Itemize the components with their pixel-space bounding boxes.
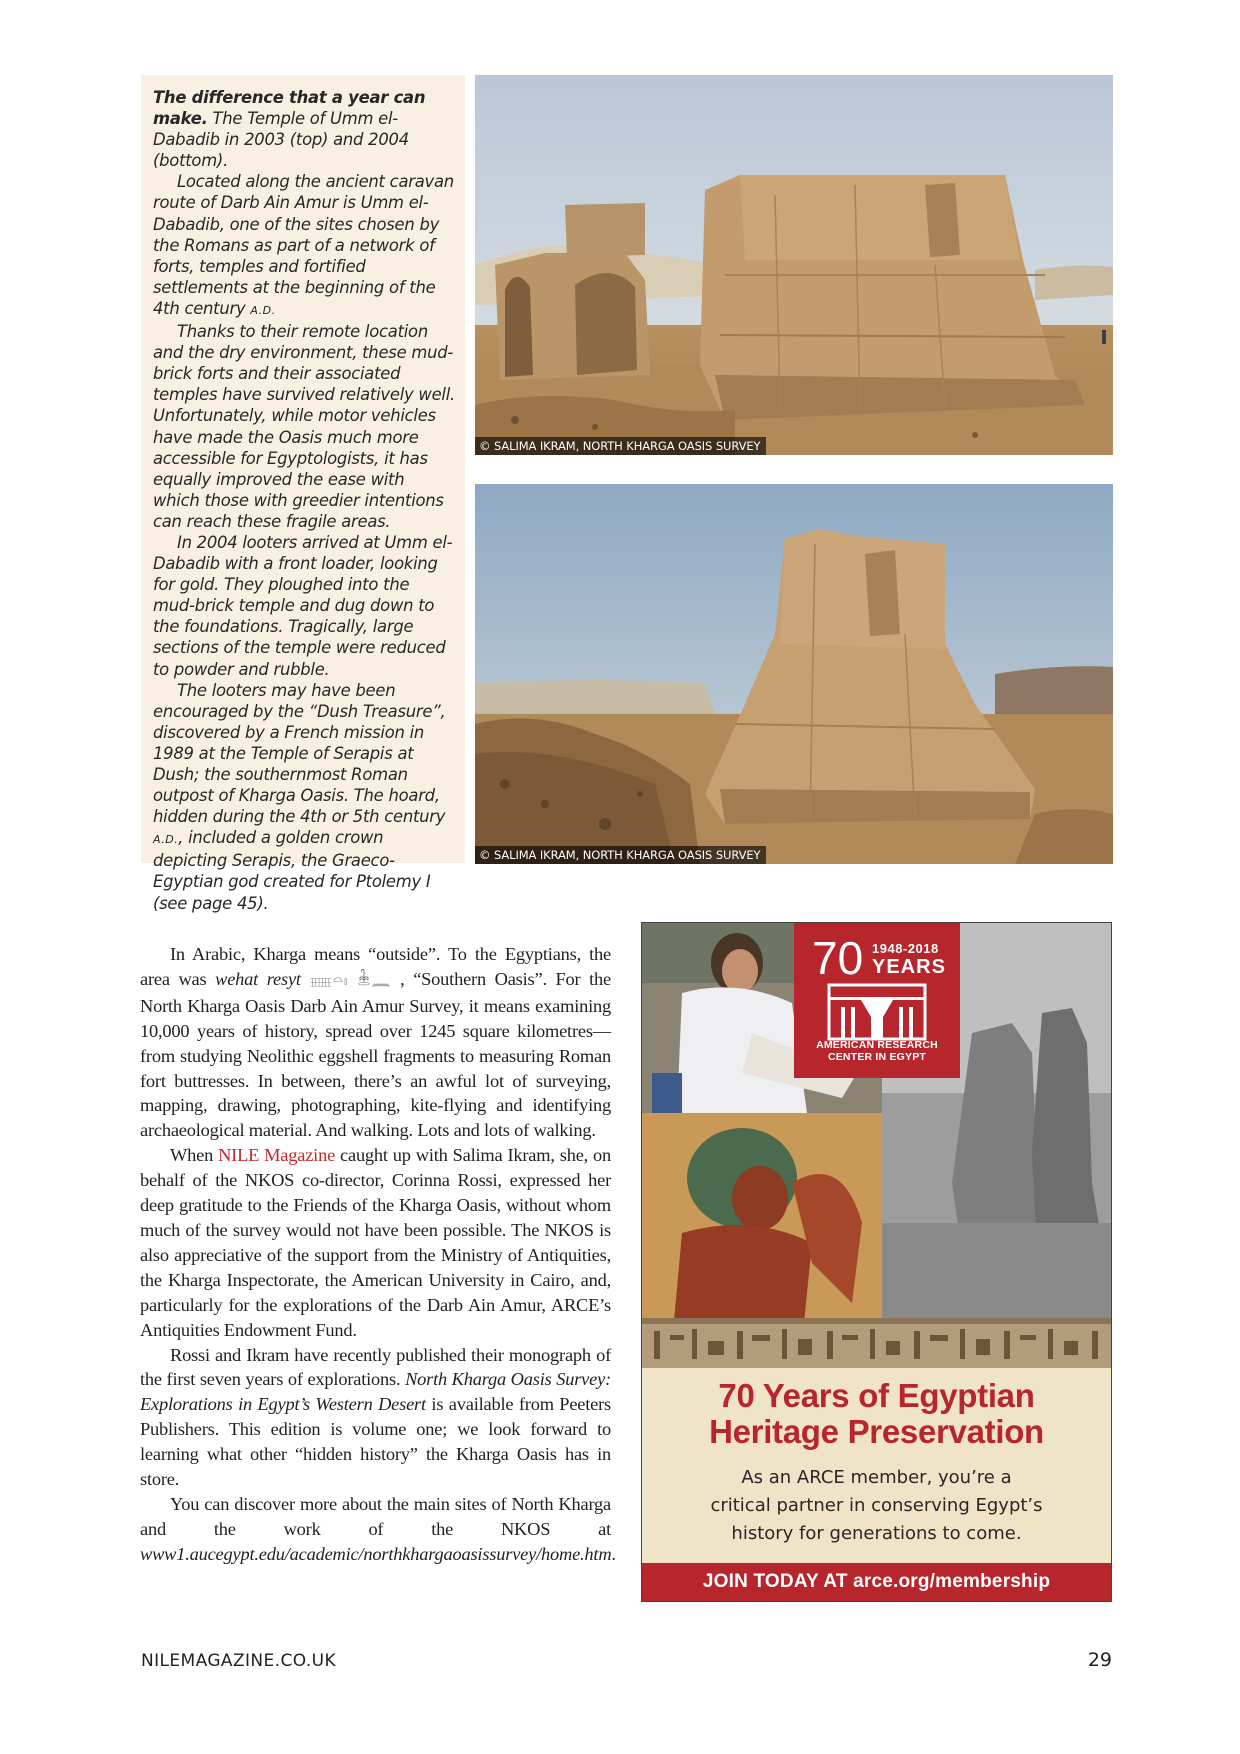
temple-2004-image (475, 484, 1113, 864)
copy-line-1: As an ARCE member, you’re a (741, 1467, 1012, 1488)
article-p1-text-b: , “Southern Oasis”. For the North Kharga Oasis Darb Ain Amur Survey, it means examining 10,000 years of history, spread over 1245 square kilometres—from studying Neolithic eggshell fragments to measuring Roman fort buttresses. In between, there’s an awful lot of surveying, mapping, drawing, photographing, kite-flying and identifying archaeological material. And walking. Lots and lots of walking. (140, 968, 611, 1141)
temple-2003-image (475, 75, 1113, 455)
book-title: North Kharga Oasis Survey: Explorations in Egypt’s Western Desert (140, 1369, 611, 1415)
caption-intro (153, 87, 455, 171)
nile-magazine-link[interactable]: NILE Magazine (218, 1145, 336, 1166)
advert-copy (642, 1464, 1111, 1548)
caption-p1-era: A.D. (250, 303, 276, 317)
hieroglyph-inscription: 𓈈𓏏𓏤 𓇔𓈖 (309, 971, 392, 989)
copy-line-2: critical partner in conserving Egypt’s (710, 1495, 1043, 1516)
join-today-button[interactable]: JOIN TODAY AT arce.org/membership (642, 1563, 1111, 1601)
article-paragraph-2 (140, 1143, 611, 1342)
egyptian-term: wehat resyt (215, 968, 301, 989)
arce-advertisement[interactable] (641, 922, 1112, 1602)
advert-headline (642, 1378, 1111, 1450)
caption-paragraph-2: Thanks to their remote location and the dry environment, these mud-brick forts and their associated temples have survived relatively well. Unfortunately, while motor vehicles have made the Oasis much more accessible for Egyptologists, it has equally improved the ease with which those with greedier intentions can reach these fragile areas. (153, 322, 455, 531)
arce-logo-icon (827, 983, 927, 1043)
article-p4-text-a: You can discover more about the main sites of North Kharga and the work of the NKOS at (140, 1493, 611, 1539)
badge-org-line-1: AMERICAN RESEARCH (816, 1039, 938, 1051)
article-p2-text-a: When (170, 1145, 219, 1166)
article-p1-text-a: In Arabic, Kharga means “outside”. To the Egyptians, the area was (140, 944, 611, 989)
page-number: 29 (1087, 1649, 1112, 1671)
badge-years-label: YEARS (872, 956, 946, 978)
article-paragraph-4 (140, 1492, 616, 1567)
headline-line-2: Heritage Preservation (709, 1413, 1044, 1450)
badge-organisation (794, 1039, 960, 1063)
caption-p4-text-b: , included a golden crown depicting Serapis, the Graeco-Egyptian god created for Ptolemy I (see page 45). (153, 828, 431, 913)
badge-org-line-2: CENTER IN EGYPT (827, 1051, 927, 1063)
caption-paragraph-4 (153, 680, 455, 914)
badge-number: 70 (812, 932, 864, 984)
nkos-website-link[interactable]: www1.aucegypt.edu/academic/northkhargaoasissurvey/home.htm (140, 1543, 612, 1564)
article-p2-text-b: caught up with Salima Ikram, she, on behalf of the NKOS co-director, Corinna Rossi, expressed her deep gratitude to the Friends of the Kharga Oasis, without whom much of the survey would not have been possible. The NKOS is also appreciative of the support from the Ministry of Antiquities, the Kharga Inspectorate, the American University in Cairo, and, particularly for the explorations of the Darb Ain Amur, ARCE’s Antiquities Endowment Fund. (140, 1145, 612, 1340)
article-body (140, 942, 616, 1567)
photo-caption-sidebar (141, 75, 465, 913)
temple-photo-2003 (475, 75, 1113, 455)
caption-intro-text: The Temple of Umm el-Dabadib in 2003 (top) and 2004 (bottom). (153, 109, 409, 171)
badge-year-range: 1948-2018 (872, 941, 939, 956)
caption-paragraph-1 (153, 171, 455, 321)
article-paragraph-1 (140, 942, 611, 1143)
article-paragraph-3 (140, 1343, 611, 1492)
article-p3-text-a: Rossi and Ikram have recently published their monograph of the first seven years of explorations. (140, 1344, 611, 1390)
footer-site-name: NILEMAGAZINE.CO.UK (141, 1651, 337, 1671)
photo-credit-top: © SALIMA IKRAM, NORTH KHARGA OASIS SURVEY (475, 437, 766, 455)
headline-line-1: 70 Years of Egyptian (718, 1377, 1035, 1414)
temple-photo-2004 (475, 484, 1113, 864)
caption-p4-text-a: The looters may have been encouraged by the “Dush Treasure”, discovered by a French mission in 1989 at the Temple of Serapis at Dush; the southernmost Roman outpost of Kharga Oasis. The hoard, hidden during the 4th or 5th century (153, 680, 446, 827)
copy-line-3: history for generations to come. (731, 1523, 1022, 1544)
caption-p4-era: A.D. (153, 833, 179, 847)
caption-paragraph-3: In 2004 looters arrived at Umm el-Dabadib with a front loader, looking for gold. They ploughed into the mud-brick temple and dug down to the foundations. Tragically, large sections of the temple were reduced to powder and rubble. (153, 532, 453, 679)
caption-lead: The difference that a year can make. (153, 88, 426, 129)
article-p4-text-b: . (611, 1543, 616, 1564)
caption-p1-text: Located along the ancient caravan route of Darb Ain Amur is Umm el-Dabadib, one of the sites chosen by the Romans as part of a network of forts, temples and fortified settlements at the beginning of the 4th century (153, 172, 454, 318)
arce-70-years-badge (794, 923, 960, 1078)
article-p3-text-b: is available from Peeters Publishers. This edition is volume one; we look forward to learning what other “hidden history” the Kharga Oasis has in store. (140, 1394, 611, 1490)
photo-credit-bottom: © SALIMA IKRAM, NORTH KHARGA OASIS SURVEY (475, 846, 766, 864)
